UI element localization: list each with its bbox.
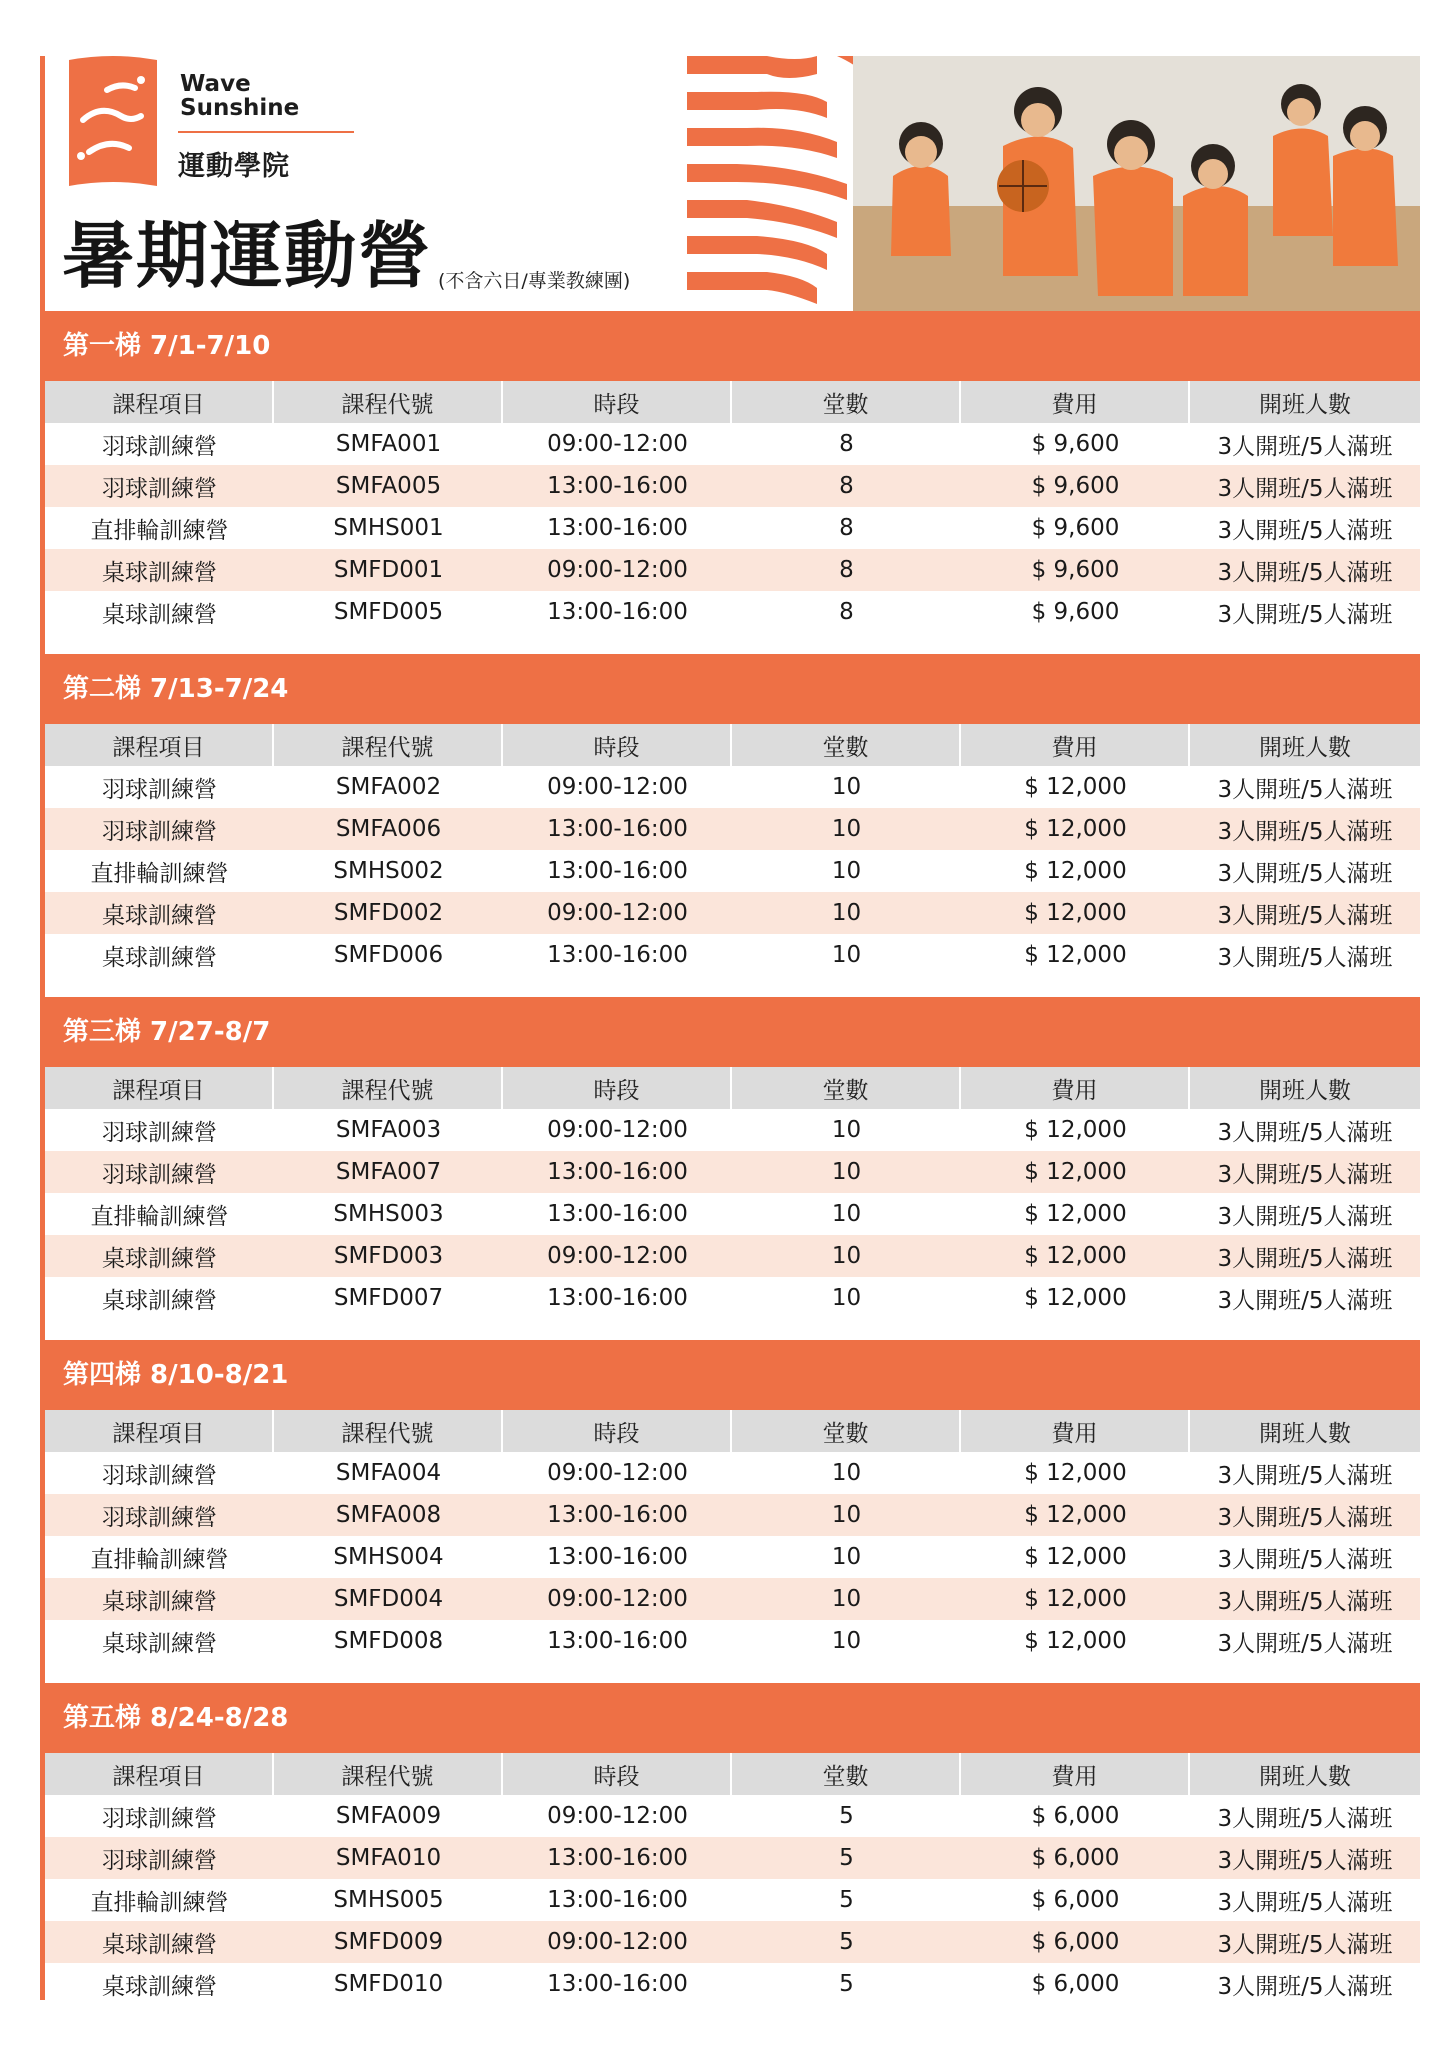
column-header: 費用 [961,1410,1190,1452]
table-cell: SMHS004 [333,1544,444,1570]
table-cell: 3人開班/5人滿班 [1190,549,1420,591]
table-cell: $ 6,000 [961,1921,1190,1963]
table-cell: 桌球訓練營 [102,944,217,971]
table-cell: 羽球訓練營 [45,1494,274,1536]
column-header: 費用 [961,1753,1190,1795]
table-cell: 桌球訓練營 [102,1287,217,1314]
table-cell: 3人開班/5人滿班 [1190,1235,1420,1277]
session-3 [45,997,1420,1319]
table-cell: 09:00-12:00 [547,431,688,457]
table-cell: 桌球訓練營 [45,1578,274,1620]
table-cell: 10 [831,1628,862,1654]
column-header: 時段 [503,1753,732,1795]
table-cell: 3人開班/5人滿班 [1190,808,1420,850]
table-cell: 直排輪訓練營 [90,1546,229,1573]
table-cell: 10 [831,1460,862,1486]
column-header: 課程代號 [274,1410,503,1452]
brand-line1: Wave [180,71,251,97]
table-cell: SMFD006 [333,942,444,968]
session-table [45,1753,1420,2005]
table-cell: 3人開班/5人滿班 [1217,1287,1393,1314]
session-table [45,724,1420,976]
table-cell: 10 [831,1117,862,1143]
table-cell: $ 12,000 [1024,858,1127,884]
column-header: 課程項目 [45,381,274,423]
table-cell: 10 [732,808,961,850]
column-header: 費用 [961,381,1190,423]
table-cell: $ 6,000 [961,1837,1190,1879]
session-header: 第二梯 7/13-7/24 [45,654,1420,724]
table-cell: 8 [839,599,854,625]
table-cell: 13:00-16:00 [547,1628,688,1654]
table-cell: 桌球訓練營 [102,601,217,628]
table-cell: $ 12,000 [961,892,1190,934]
table-cell: 3人開班/5人滿班 [1190,465,1420,507]
table-cell: 13:00-16:00 [547,599,688,625]
column-header: 時段 [503,381,732,423]
table-cell: 13:00-16:00 [503,808,732,850]
table-cell: 羽球訓練營 [102,433,217,460]
table-cell: SMFA006 [274,808,503,850]
table-cell: 3人開班/5人滿班 [1217,776,1393,803]
table-cell: $ 12,000 [961,1235,1190,1277]
table-cell: 09:00-12:00 [503,1578,732,1620]
table-cell: $ 12,000 [961,1151,1190,1193]
table-cell: 09:00-12:00 [503,1921,732,1963]
table-cell: 3人開班/5人滿班 [1217,860,1393,887]
table-cell: 3人開班/5人滿班 [1190,1921,1420,1963]
table-cell: 5 [732,1837,961,1879]
table-cell: 09:00-12:00 [503,892,732,934]
table-cell: SMFD010 [333,1971,444,1997]
table-cell: SMHS001 [333,515,444,541]
table-cell: 10 [831,1544,862,1570]
table-cell: 13:00-16:00 [503,1494,732,1536]
table-cell: 09:00-12:00 [547,1117,688,1143]
table-cell: SMFD007 [333,1285,444,1311]
table-cell: $ 12,000 [961,1578,1190,1620]
table-cell: SMFA009 [335,1803,442,1829]
table-cell: 桌球訓練營 [45,892,274,934]
table-cell: 3人開班/5人滿班 [1217,1462,1393,1489]
session-table [45,1410,1420,1662]
column-header: 時段 [503,1067,732,1109]
table-cell: 3人開班/5人滿班 [1217,1119,1393,1146]
session-2 [45,654,1420,976]
column-header: 開班人數 [1190,1753,1420,1795]
column-header: 堂數 [732,1753,961,1795]
table-cell: $ 12,000 [1024,1628,1127,1654]
column-header: 開班人數 [1190,381,1420,423]
table-cell: SMFD002 [274,892,503,934]
table-cell: SMFD001 [274,549,503,591]
table-cell: 3人開班/5人滿班 [1217,1546,1393,1573]
table-cell: $ 6,000 [1031,1887,1120,1913]
table-cell: 13:00-16:00 [547,1887,688,1913]
table-cell: 3人開班/5人滿班 [1190,1151,1420,1193]
table-cell: 09:00-12:00 [547,774,688,800]
column-header: 時段 [503,1410,732,1452]
table-cell: 3人開班/5人滿班 [1190,1494,1420,1536]
table-cell: $ 12,000 [1024,1285,1127,1311]
table-cell: SMFA005 [274,465,503,507]
table-cell: SMHS003 [333,1201,444,1227]
table-cell: $ 9,600 [1031,515,1120,541]
table-cell: 直排輪訓練營 [90,517,229,544]
table-cell: 羽球訓練營 [45,465,274,507]
kids-basketball-photo [853,56,1420,311]
table-cell: 8 [732,549,961,591]
table-cell: 8 [839,515,854,541]
table-cell: 3人開班/5人滿班 [1217,1630,1393,1657]
column-header: 課程項目 [45,1410,274,1452]
session-header: 第三梯 7/27-8/7 [45,997,1420,1067]
table-cell: 羽球訓練營 [102,1805,217,1832]
table-cell: 10 [732,1494,961,1536]
table-cell: 桌球訓練營 [102,1973,217,2000]
session-header: 第一梯 7/1-7/10 [45,311,1420,381]
table-cell: 3人開班/5人滿班 [1190,1578,1420,1620]
table-cell: $ 12,000 [961,1494,1190,1536]
table-cell: 10 [831,1201,862,1227]
session-header: 第四梯 8/10-8/21 [45,1340,1420,1410]
table-cell: 8 [732,465,961,507]
table-cell: SMFD005 [333,599,444,625]
wave-sunshine-logo-icon [69,56,157,192]
column-header: 開班人數 [1190,1410,1420,1452]
table-cell: 13:00-16:00 [503,1837,732,1879]
column-header: 堂數 [732,1067,961,1109]
column-header: 堂數 [732,381,961,423]
session-table [45,1067,1420,1319]
session-4 [45,1340,1420,1662]
table-cell: 3人開班/5人滿班 [1190,892,1420,934]
table-cell: SMFD003 [274,1235,503,1277]
column-header: 開班人數 [1190,724,1420,766]
column-header: 課程項目 [45,724,274,766]
table-cell: 13:00-16:00 [547,942,688,968]
brand-subtitle: 運動學院 [178,151,290,182]
table-cell: SMFA002 [335,774,442,800]
table-cell: $ 12,000 [1024,1544,1127,1570]
table-cell: SMFA004 [335,1460,442,1486]
table-cell: 13:00-16:00 [503,1151,732,1193]
table-cell: SMHS002 [333,858,444,884]
table-cell: SMFA001 [335,431,442,457]
column-header: 課程代號 [274,381,503,423]
table-cell: 09:00-12:00 [503,1235,732,1277]
table-cell: 桌球訓練營 [45,549,274,591]
column-header: 費用 [961,724,1190,766]
table-cell: 13:00-16:00 [547,1971,688,1997]
column-header: 課程代號 [274,724,503,766]
table-cell: 5 [732,1921,961,1963]
table-cell: 羽球訓練營 [45,1837,274,1879]
table-cell: 10 [732,1578,961,1620]
table-cell: 羽球訓練營 [102,1119,217,1146]
table-cell: 3人開班/5人滿班 [1217,601,1393,628]
table-cell: 桌球訓練營 [45,1921,274,1963]
table-cell: 3人開班/5人滿班 [1217,1203,1393,1230]
table-cell: 10 [732,1151,961,1193]
table-cell: 13:00-16:00 [547,1201,688,1227]
brand-divider [178,131,354,133]
table-cell: 10 [831,774,862,800]
table-cell: 10 [831,942,862,968]
table-cell: 桌球訓練營 [45,1235,274,1277]
table-cell: $ 6,000 [1031,1803,1120,1829]
table-cell: SMFD008 [333,1628,444,1654]
column-header: 開班人數 [1190,1067,1420,1109]
session-table [45,381,1420,633]
table-cell: 10 [831,858,862,884]
table-cell: SMFD009 [274,1921,503,1963]
table-cell: 10 [732,1235,961,1277]
table-cell: 13:00-16:00 [547,1544,688,1570]
table-cell: 直排輪訓練營 [90,860,229,887]
table-cell: 3人開班/5人滿班 [1217,433,1393,460]
table-cell: 09:00-12:00 [547,1460,688,1486]
column-header: 堂數 [732,724,961,766]
table-cell: 直排輪訓練營 [90,1889,229,1916]
table-cell: 8 [839,431,854,457]
table-cell: 3人開班/5人滿班 [1217,1889,1393,1916]
table-cell: $ 9,600 [961,465,1190,507]
table-cell: SMFD004 [274,1578,503,1620]
table-cell: 3人開班/5人滿班 [1217,1973,1393,2000]
table-cell: 5 [839,1887,854,1913]
column-header: 課程項目 [45,1753,274,1795]
table-cell: 羽球訓練營 [102,776,217,803]
page-title: 暑期運動營 [62,214,433,298]
table-cell: $ 12,000 [1024,1460,1127,1486]
table-cell: $ 12,000 [1024,942,1127,968]
column-header: 課程代號 [274,1753,503,1795]
table-cell: 13:00-16:00 [547,1285,688,1311]
column-header: 課程代號 [274,1067,503,1109]
table-cell: SMFA008 [274,1494,503,1536]
table-cell: 13:00-16:00 [503,465,732,507]
table-cell: $ 12,000 [1024,774,1127,800]
table-cell: $ 6,000 [1031,1971,1120,1997]
table-cell: 5 [839,1803,854,1829]
table-cell: $ 9,600 [961,549,1190,591]
column-header: 堂數 [732,1410,961,1452]
table-cell: $ 9,600 [1031,431,1120,457]
table-cell: 3人開班/5人滿班 [1217,1805,1393,1832]
table-cell: SMFA010 [274,1837,503,1879]
brand-line2: Sunshine [180,95,300,121]
session-1 [45,311,1420,633]
brand-name [180,72,299,120]
column-header: 時段 [503,724,732,766]
header [45,56,1420,311]
session-header: 第五梯 8/24-8/28 [45,1683,1420,1753]
column-header: 費用 [961,1067,1190,1109]
column-header: 課程項目 [45,1067,274,1109]
table-cell: 桌球訓練營 [102,1630,217,1657]
table-cell: 13:00-16:00 [547,515,688,541]
table-cell: 直排輪訓練營 [90,1203,229,1230]
table-cell: 10 [732,892,961,934]
table-cell: 羽球訓練營 [102,1462,217,1489]
table-cell: 13:00-16:00 [547,858,688,884]
table-cell: 09:00-12:00 [503,549,732,591]
table-cell: 5 [839,1971,854,1997]
table-cell: $ 9,600 [1031,599,1120,625]
table-cell: 09:00-12:00 [547,1803,688,1829]
table-cell: $ 12,000 [961,808,1190,850]
table-cell: SMHS005 [333,1887,444,1913]
table-cell: 3人開班/5人滿班 [1217,517,1393,544]
table-cell: $ 12,000 [1024,1201,1127,1227]
table-cell: 3人開班/5人滿班 [1217,944,1393,971]
table-cell: 羽球訓練營 [45,1151,274,1193]
table-cell: 3人開班/5人滿班 [1190,1837,1420,1879]
table-cell: 10 [831,1285,862,1311]
session-5 [45,1683,1420,2005]
table-cell: $ 12,000 [1024,1117,1127,1143]
table-cell: 羽球訓練營 [45,808,274,850]
table-cell: SMFA007 [274,1151,503,1193]
title-note: (不含六日/專業教練團) [438,270,631,292]
table-cell: SMFA003 [335,1117,442,1143]
